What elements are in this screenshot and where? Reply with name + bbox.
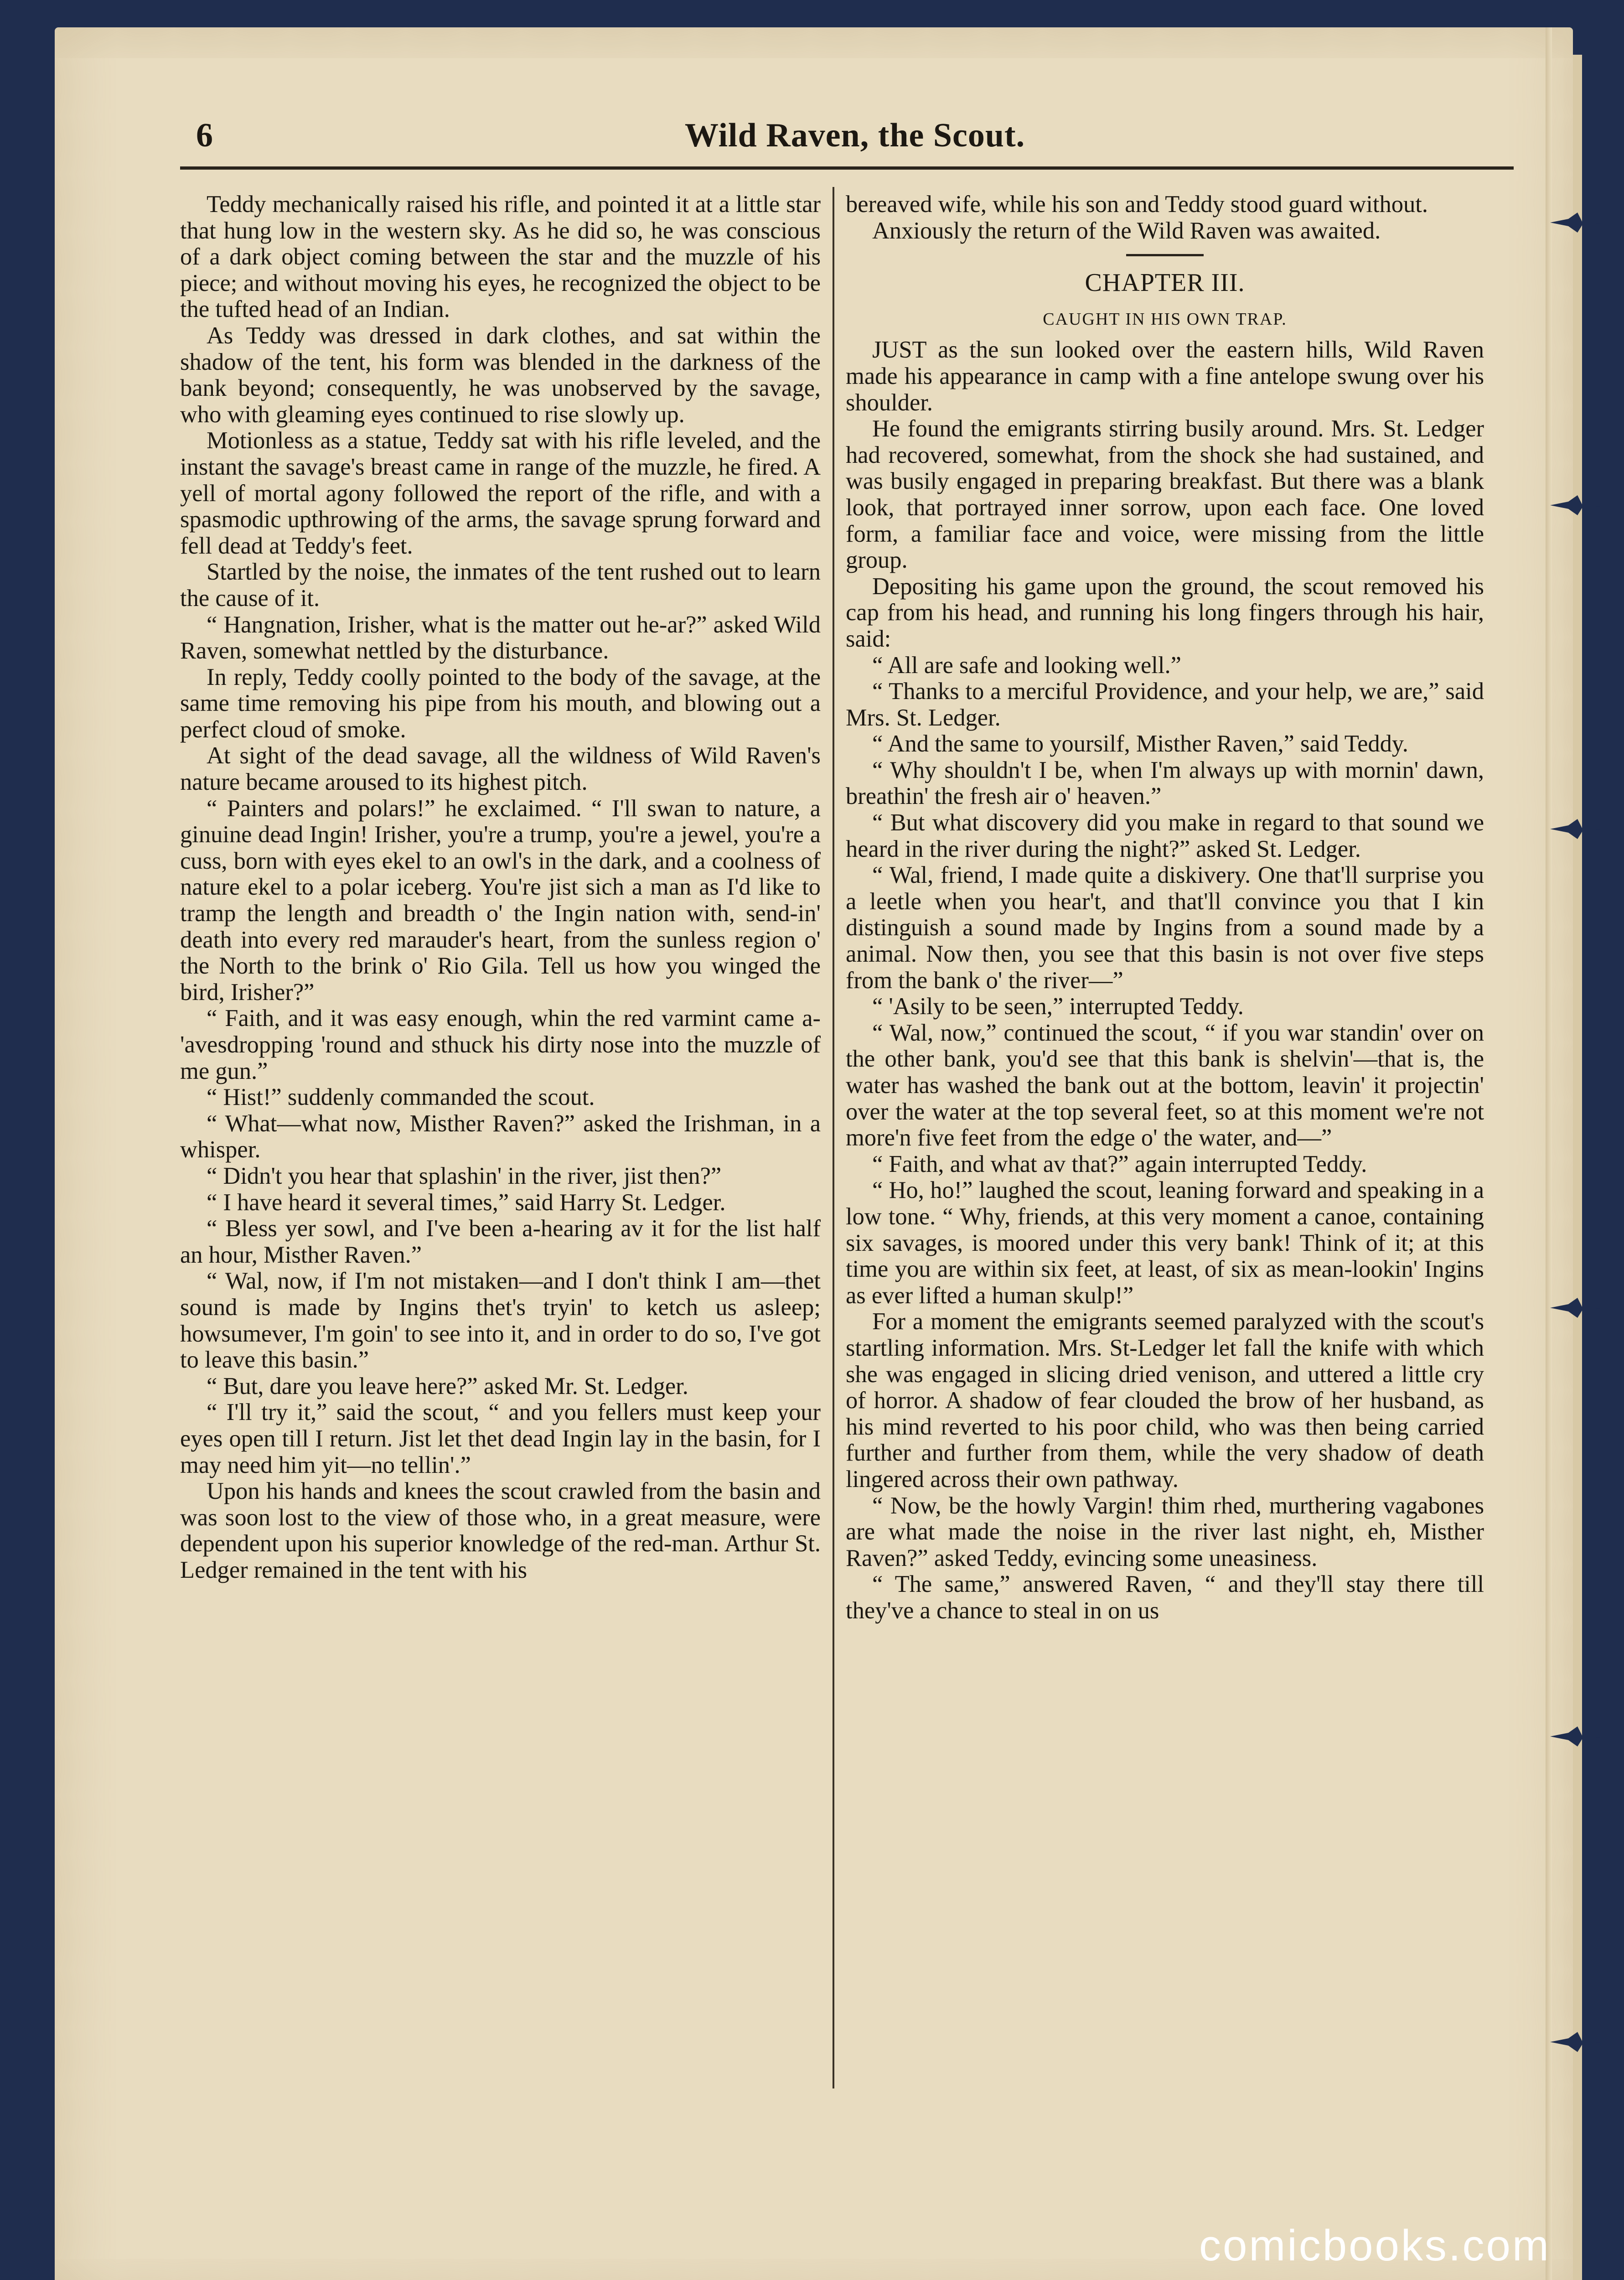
paragraph: “ Wal, now, if I'm not mistaken—and I don't think I am—thet sound is made by Ingins thet's tryin' to ketch us asleep; howsumever, I'm goin' to see into it, and in order to do so, I've got to leave this basin.”	[180, 1268, 821, 1373]
paragraph: At sight of the dead savage, all the wildness of Wild Raven's nature became aroused to its highest pitch.	[180, 742, 821, 796]
paragraph: JUST as the sun looked over the eastern hills, Wild Raven made his appearance in camp with a fine antelope swung over his shoulder.	[846, 337, 1484, 416]
right-column-continuation	[846, 192, 1484, 244]
binding-stitch	[1550, 1724, 1600, 1749]
header-rule	[180, 166, 1514, 170]
paragraph: “ Now, be the howly Vargin! thim rhed, murthering vagabones are what made the noise in the river last night, eh, Misther Raven?” asked Teddy, evincing some uneasiness.	[846, 1492, 1484, 1571]
chapter-heading: CHAPTER III.	[1085, 269, 1245, 297]
paragraph: For a moment the emigrants seemed paralyzed with the scout's startling information. Mrs. St-Ledger let fall the knife with which she was engaged in slicing dried venison, and uttered a little cry of horror. A shadow of fear clouded the brow of her husband, as his mind reverted to his poor child, who was then being carried further and further from them, while the very shadow of death lingered across their own pathway.	[846, 1308, 1484, 1492]
paragraph: “ But, dare you leave here?” asked Mr. St. Ledger.	[207, 1373, 688, 1399]
paragraph: “ Why shouldn't I be, when I'm always up with mornin' dawn, breathin' the fresh air o' heaven.”	[846, 757, 1484, 810]
paragraph: He found the emigrants stirring busily around. Mrs. St. Ledger had recovered, somewhat, from the shock she had sustained, and was busily engaged in preparing breakfast. But there was a blank look, that portrayed inner sorrow, upon each face. One loved form, a familiar face and voice, were missing from the little group.	[846, 415, 1484, 574]
page-header	[196, 116, 1514, 166]
binding-stitch	[1550, 492, 1600, 518]
chapter-body	[846, 337, 1484, 1624]
running-title: Wild Raven, the Scout.	[684, 117, 1025, 154]
paragraph: As Teddy was dressed in dark clothes, and sat within the shadow of the tent, his form was blended in the darkness of the bank beyond; consequently, he was unobserved by the savage, who with gleaming eyes continued to rise slowly up.	[180, 322, 821, 428]
right-column	[846, 192, 1484, 2093]
paragraph: Teddy mechanically raised his rifle, and pointed it at a little star that hung low in the western sky. As he did so, he was conscious of a dark object coming between the star and the muzzle of his piece; and without moving his eyes, he recognized the object to be the tufted head of an Indian.	[180, 192, 821, 323]
paragraph: “ Faith, and what av that?” again interrupted Teddy.	[872, 1150, 1367, 1177]
paragraph: Motionless as a statue, Teddy sat with his rifle leveled, and the instant the savage's breast came in range of the muzzle, he fired. A yell of mortal agony followed the report of the rifle, and with a spasmodic upthrowing of the arms, the savage sprung forward and fell dead at Teddy's feet.	[180, 427, 821, 559]
binding-stitch	[1550, 816, 1600, 842]
watermark-text: comicbooks.com	[1199, 2221, 1551, 2270]
paragraph: “ Wal, now,” continued the scout, “ if you war standin' over on the other bank, you'd see that this bank is shelvin'—that is, the water has washed the bank out at the bottom, leavin' it projectin' over the water at the top several feet, so at this moment we're not more'n five feet from the edge o' the water, and—”	[846, 1019, 1484, 1151]
paragraph: Startled by the noise, the inmates of the tent rushed out to learn the cause of it.	[180, 559, 821, 611]
paragraph: “ Faith, and it was easy enough, whin the red varmint came a-'avesdropping 'round and sthuck his dirty nose into the muzzle of me gun.”	[180, 1005, 821, 1084]
page-number: 6	[196, 117, 213, 154]
paragraph: “ Bless yer sowl, and I've been a-hearing av it for the list half an hour, Misther Raven.”	[180, 1215, 821, 1268]
paragraph: “ 'Asily to be seen,” interrupted Teddy.	[872, 993, 1244, 1020]
paragraph: “ Hist!” suddenly commanded the scout.	[207, 1084, 595, 1111]
paragraph: “ Hangnation, Irisher, what is the matter out he-ar?” asked Wild Raven, somewhat nettled by the disturbance.	[180, 611, 821, 664]
paragraph: “ What—what now, Misther Raven?” asked the Irishman, in a whisper.	[180, 1110, 821, 1163]
left-column	[180, 192, 821, 2093]
paragraph: “ Wal, friend, I made quite a diskivery. One that'll surprise you a leetle when you hear't, and that'll convince you that I kin distinguish a sound made by Ingins from a sound made by a animal. Now then, you see that this basin is not over five steps from the bank o' the river—”	[846, 862, 1484, 994]
paragraph: Upon his hands and knees the scout crawled from the basin and was soon lost to the view of those who, in a great measure, were dependent upon his superior knowledge of the red-man. Arthur St. Ledger remained in the tent with his	[180, 1478, 821, 1583]
paragraph: “ Thanks to a merciful Providence, and your help, we are,” said Mrs. St. Ledger.	[846, 678, 1484, 731]
column-divider	[833, 187, 834, 2088]
paragraph: “ And the same to yoursilf, Misther Raven,” said Teddy.	[872, 731, 1408, 757]
paragraph: “ Ho, ho!” laughed the scout, leaning forward and speaking in a low tone. “ Why, friends, at this very moment a canoe, containing six savages, is moored under this very bank! Think of it; at this time you are within six feet, at least, of six as mean-lookin' Ingins as ever lifted a human skulp!”	[846, 1177, 1484, 1309]
binding-stitch	[1550, 210, 1600, 235]
paragraph: Anxiously the return of the Wild Raven was awaited.	[872, 217, 1381, 244]
page-edge	[1573, 55, 1582, 2280]
paragraph: “ I have heard it several times,” said Harry St. Ledger.	[207, 1189, 726, 1216]
paragraph: bereaved wife, while his son and Teddy stood guard without.	[846, 192, 1428, 218]
paragraph: “ All are safe and looking well.”	[872, 652, 1181, 679]
paragraph: “ I'll try it,” said the scout, “ and you fellers must keep your eyes open till I return. Jist let thet dead Ingin lay in the basin, for I may need him yit—no tellin'.”	[180, 1399, 821, 1478]
chapter-subtitle: CAUGHT IN HIS OWN TRAP.	[1043, 309, 1287, 329]
chapter-rule	[1126, 254, 1204, 256]
paragraph: “ But what discovery did you make in regard to that sound we heard in the river during the night?” asked St. Ledger.	[846, 809, 1484, 862]
paragraph: “ The same,” answered Raven, “ and they'll stay there till they've a chance to steal in on us	[846, 1571, 1484, 1624]
binding-stitch	[1550, 2029, 1600, 2055]
paragraph: In reply, Teddy coolly pointed to the body of the savage, at the same time removing his pipe from his mouth, and blowing out a perfect cloud of smoke.	[180, 663, 821, 743]
paragraph: “ Painters and polars!” he exclaimed. “ I'll swan to nature, a ginuine dead Ingin! Irisher, you're a trump, you're a jewel, you're a cuss, born with eyes ekel to an owl's in the dark, and a coolness of nature ekel to a polar iceberg. You're jist sich a man as I'd like to tramp the length and breadth o' the Ingin nation with, send-in' death into every red marauder's heart, from the sunless region o' the North to the brink o' Rio Gila. Tell us how you winged the bird, Irisher?”	[180, 795, 821, 1005]
paragraph: “ Didn't you hear that splashin' in the river, jist then?”	[207, 1162, 722, 1189]
binding-stitch	[1550, 1295, 1600, 1321]
paragraph: Depositing his game upon the ground, the scout removed his cap from his head, and running his long fingers through his hair, said:	[846, 573, 1484, 652]
page-fold	[1546, 27, 1552, 2280]
